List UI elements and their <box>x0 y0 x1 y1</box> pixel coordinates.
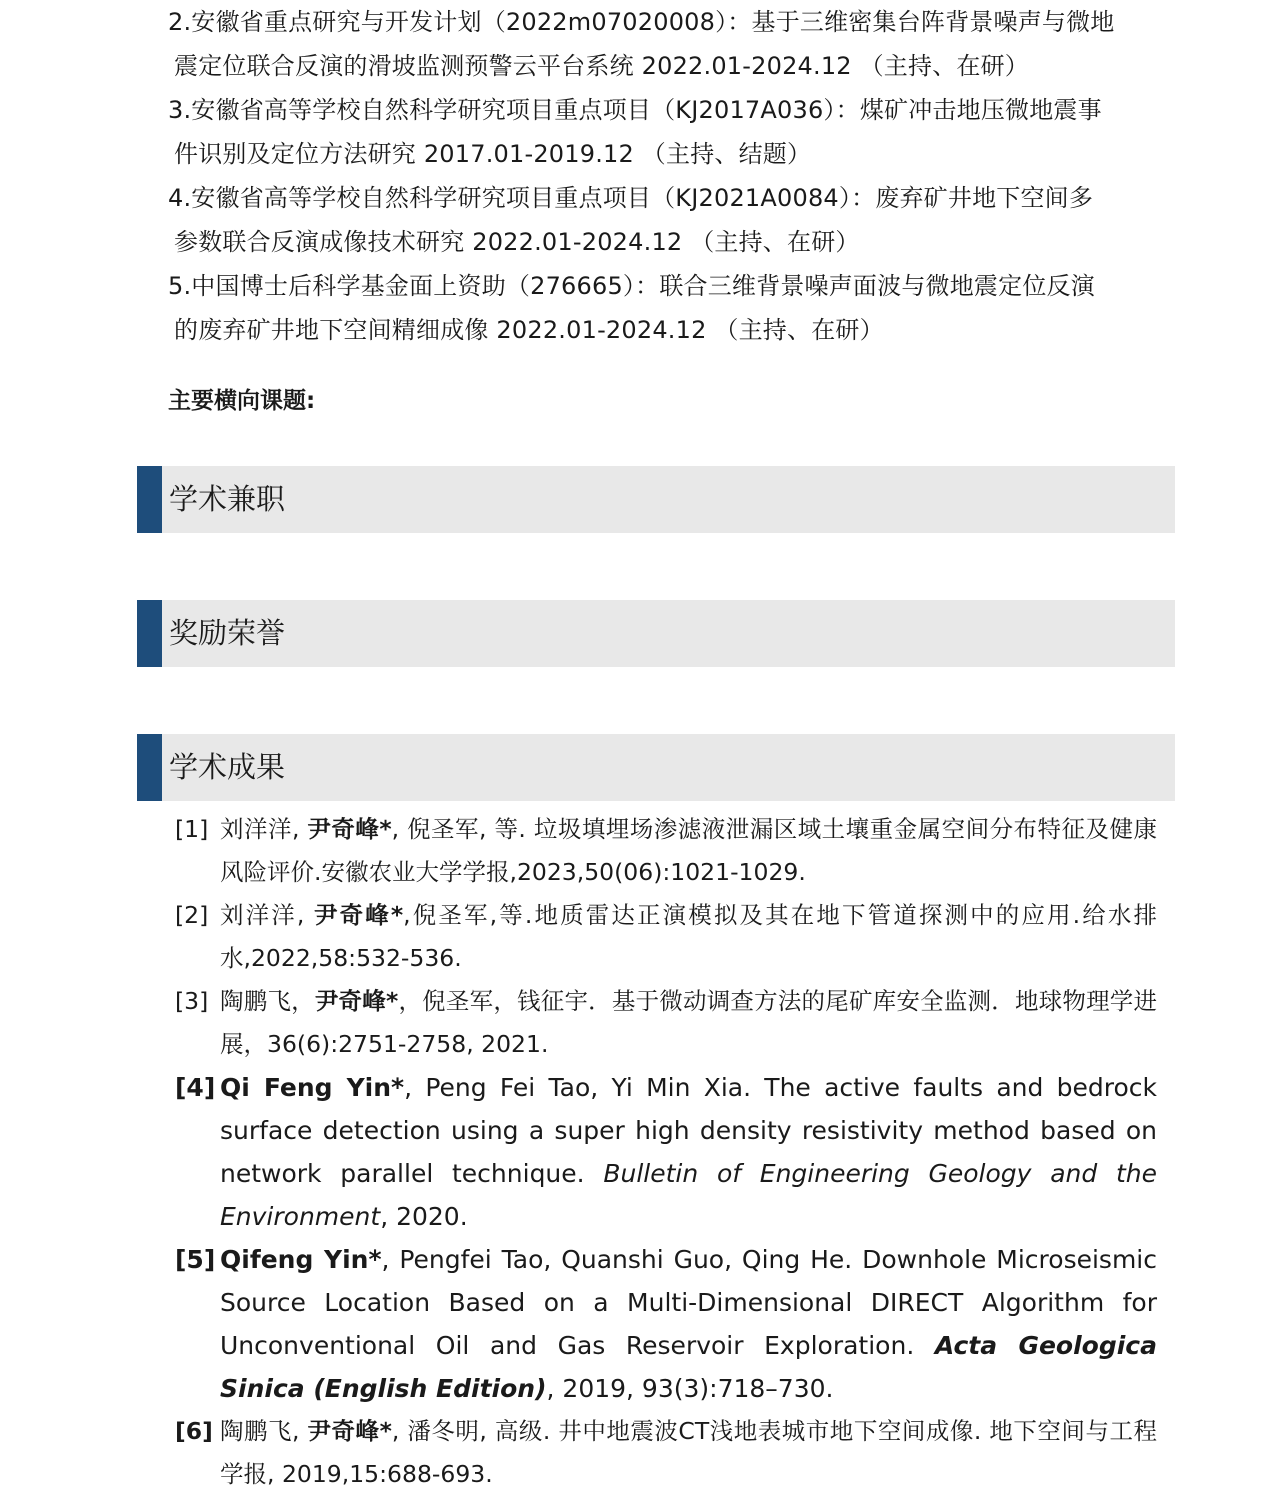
project-item <box>168 0 1168 88</box>
project-item <box>168 88 1168 176</box>
section-accent-bar <box>137 734 162 801</box>
publication-number: [5] <box>175 1245 216 1274</box>
publication-body: ，倪圣军，钱征宇．基于微动调查方法的尾矿库安全监测．地球物理学进展，36(6):2751-2758, 2021. <box>220 987 1157 1058</box>
section-accent-bar <box>137 600 162 667</box>
publication-body: , Peng Fei Tao, Yi Min Xia. The active faults and bedrock surface detection using a super high density resistivity method based on network parallel technique. <box>220 1073 1157 1188</box>
publication-item <box>175 1410 1157 1496</box>
horizontal-projects-heading: 主要横向课题: <box>168 388 316 414</box>
section-title: 奖励荣誉 <box>169 616 286 650</box>
publication-details: , 2020. <box>380 1202 468 1231</box>
publication-author-highlight: Qi Feng Yin* <box>220 1073 405 1102</box>
publication-journal: Acta Geologica Sinica (English Edition) <box>220 1331 1157 1403</box>
publication-number: [3] <box>175 987 209 1015</box>
publication-body: , 潘冬明, 高级. 井中地震波CT浅地表城市地下空间成像. 地下空间与工程学报, 2019,15:688-693. <box>220 1417 1157 1488</box>
section-title: 学术成果 <box>169 750 286 784</box>
publication-number: [4] <box>175 1073 216 1102</box>
section-header-academic-posts <box>137 466 1175 533</box>
project-item <box>168 176 1168 264</box>
project-line: 3.安徽省高等学校自然科学研究项目重点项目（KJ2017A036）：煤矿冲击地压微地震事 <box>168 96 1102 124</box>
project-line: 件识别及定位方法研究 2017.01-2019.12 （主持、结题） <box>174 140 812 168</box>
section-title: 学术兼职 <box>169 482 286 516</box>
project-line: 5.中国博士后科学基金面上资助（276665）：联合三维背景噪声面波与微地震定位反演 <box>168 272 1095 300</box>
publication-body: ,倪圣军,等.地质雷达正演模拟及其在地下管道探测中的应用.给水排水,2022,58:532-536. <box>220 901 1157 972</box>
publication-item <box>175 808 1157 894</box>
publication-author-highlight: 尹奇峰* <box>314 987 399 1015</box>
section-accent-bar <box>137 466 162 533</box>
project-line: 的废弃矿井地下空间精细成像 2022.01-2024.12 （主持、在研） <box>174 316 884 344</box>
publication-number: [1] <box>175 815 209 843</box>
publication-author-highlight: Qifeng Yin* <box>220 1245 382 1274</box>
section-header-awards <box>137 600 1175 667</box>
publication-authors-pre: 刘洋洋, <box>220 901 314 929</box>
publication-item <box>175 980 1157 1066</box>
publication-authors-pre: 刘洋洋, <box>220 815 308 843</box>
publication-author-highlight: 尹奇峰* <box>307 815 392 843</box>
publication-details: , 2019, 93(3):718–730. <box>546 1374 834 1403</box>
publication-number: [2] <box>175 901 209 929</box>
project-item <box>168 264 1168 352</box>
publication-item <box>175 1066 1157 1238</box>
publication-authors-pre: 陶鹏飞, <box>220 1417 308 1445</box>
publication-body: , Pengfei Tao, Quanshi Guo, Qing He. Downhole Microseismic Source Location Based on a Multi-Dimensional DIRECT Algorithm for Unconventional Oil and Gas Reservoir Exploration. <box>220 1245 1157 1360</box>
publication-authors-pre: 陶鹏飞， <box>220 987 315 1015</box>
project-line: 参数联合反演成像技术研究 2022.01-2024.12 （主持、在研） <box>174 228 860 256</box>
project-line: 震定位联合反演的滑坡监测预警云平台系统 2022.01-2024.12 （主持、在研） <box>174 52 1030 80</box>
publication-list <box>175 808 1157 1496</box>
publication-author-highlight: 尹奇峰* <box>313 901 404 929</box>
publication-journal: Bulletin of Engineering Geology and the Environment <box>220 1159 1157 1231</box>
section-header-achievements <box>137 734 1175 801</box>
project-line: 2.安徽省重点研究与开发计划（2022m07020008）：基于三维密集台阵背景噪声与微地 <box>168 8 1115 36</box>
publication-body: , 倪圣军, 等. 垃圾填埋场渗滤液泄漏区域土壤重金属空间分布特征及健康风险评价.安徽农业大学学报,2023,50(06):1021-1029. <box>220 815 1157 886</box>
publication-item <box>175 894 1157 980</box>
publication-item <box>175 1238 1157 1410</box>
publication-author-highlight: 尹奇峰* <box>307 1417 392 1445</box>
research-projects-list <box>168 0 1168 352</box>
project-line: 4.安徽省高等学校自然科学研究项目重点项目（KJ2021A0084）：废弃矿井地下空间多 <box>168 184 1094 212</box>
publication-number: [6] <box>175 1417 213 1445</box>
